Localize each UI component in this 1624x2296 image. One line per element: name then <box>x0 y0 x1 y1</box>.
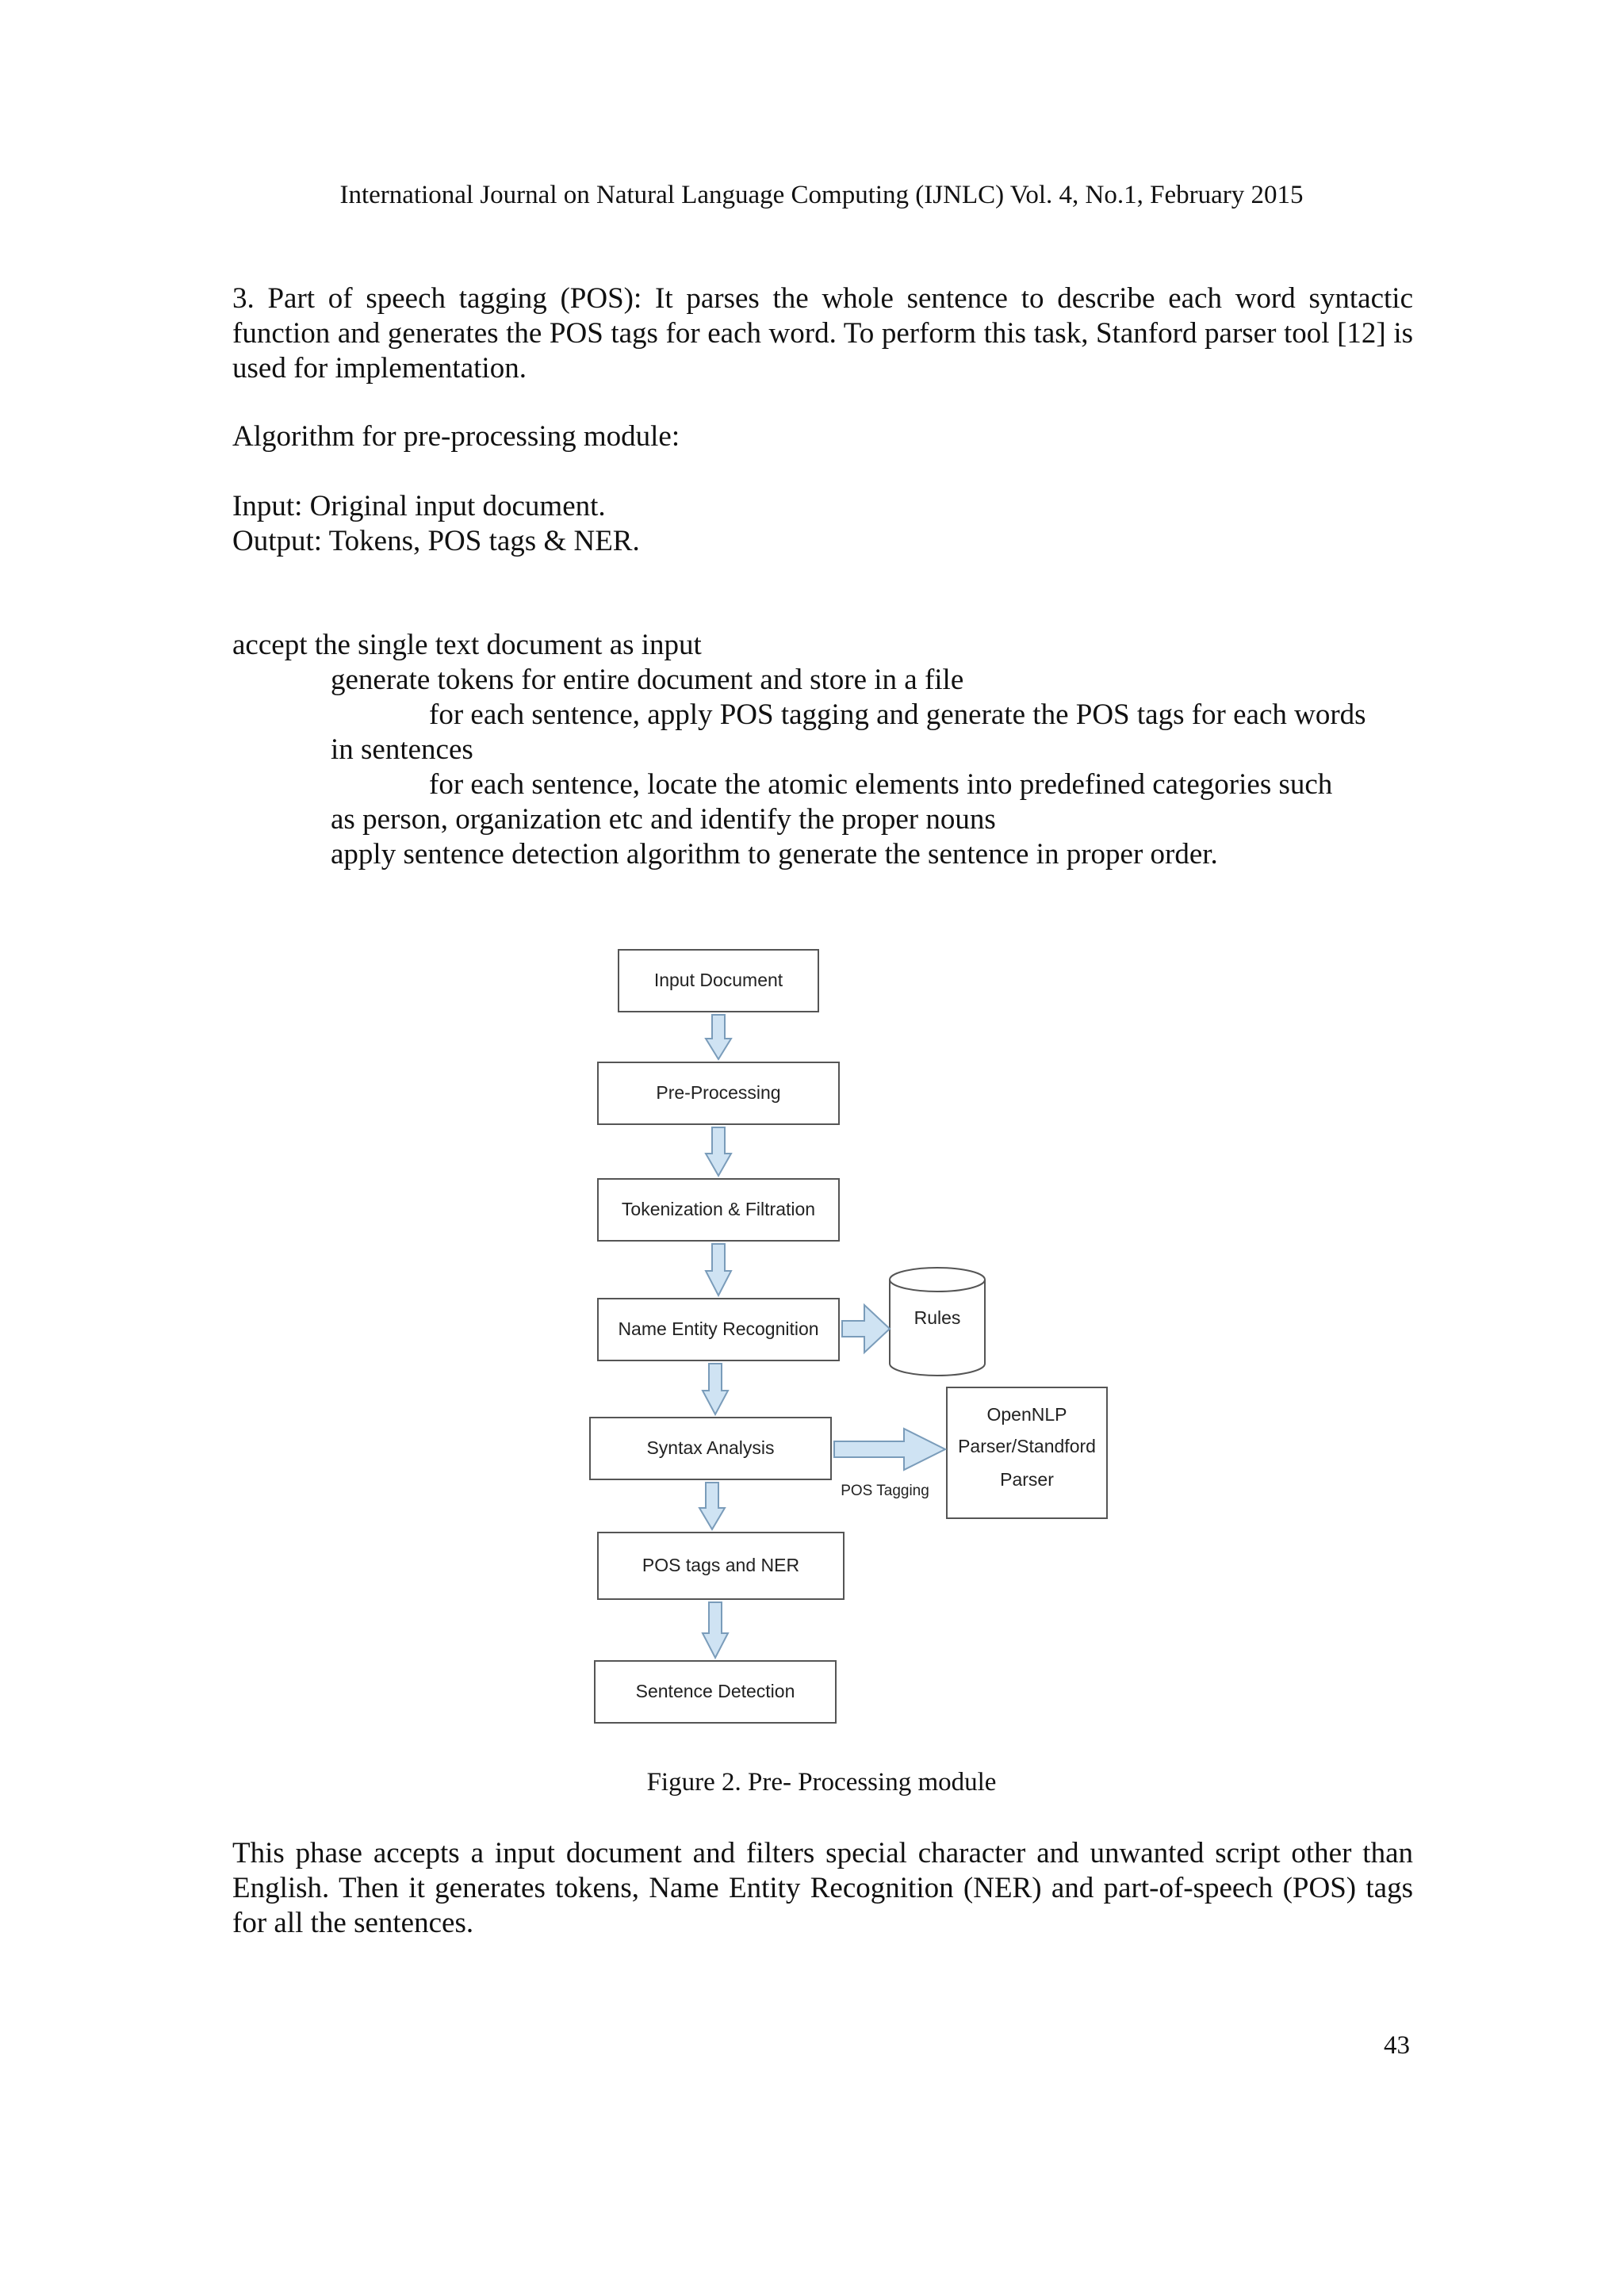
arrow-right <box>842 1305 890 1353</box>
node-label: Parser/Standford <box>958 1436 1096 1456</box>
node-label: Rules <box>914 1307 961 1328</box>
algorithm-step: as person, organization etc and identify the proper nouns <box>331 803 996 836</box>
arrow-down <box>699 1483 725 1529</box>
algorithm-step: for each sentence, apply POS tagging and generate the POS tags for each words <box>429 698 1366 731</box>
intro-paragraph: 3. Part of speech tagging (POS): It parses the whole sentence to describe each word syntactic function and generates the POS tags for each word. To perform this task, Stanford parser tool [12] is used for implementation. <box>232 282 1413 385</box>
node-label: Name Entity Recognition <box>618 1318 819 1339</box>
node-label: Tokenization & Filtration <box>621 1199 816 1219</box>
running-header: International Journal on Natural Language Computing (IJNLC) Vol. 4, No.1, February 2015 <box>339 181 1304 209</box>
algorithm-step: in sentences <box>331 733 473 766</box>
arrow-down <box>706 1244 731 1295</box>
figure-caption: Figure 2. Pre- Processing module <box>646 1768 997 1797</box>
node-label: Parser <box>1000 1469 1054 1490</box>
algorithm-output: Output: Tokens, POS tags & NER. <box>232 525 640 557</box>
algorithm-step: accept the single text document as input <box>232 629 702 661</box>
node-label: Pre-Processing <box>656 1082 781 1103</box>
node-label: POS tags and NER <box>642 1555 800 1575</box>
algorithm-step: generate tokens for entire document and store in a file <box>331 664 964 696</box>
node-label: OpenNLP <box>986 1404 1067 1425</box>
flowchart-figure <box>579 936 1134 1728</box>
page-number: 43 <box>1384 2031 1410 2060</box>
node-label: Input Document <box>653 970 783 990</box>
arrow-right <box>834 1429 945 1470</box>
node-label: Syntax Analysis <box>646 1437 775 1458</box>
arrow-down <box>706 1015 731 1059</box>
edge-label: POS Tagging <box>841 1483 929 1499</box>
arrow-down <box>703 1602 728 1658</box>
algorithm-title: Algorithm for pre-processing module: <box>232 420 680 453</box>
closing-paragraph: This phase accepts a input document and filters special character and unwanted script other than English. Then it generates tokens, Name Entity Recognition (NER) and part-of-speech (POS) tags for all the sentences. <box>232 1837 1413 1939</box>
arrow-down <box>706 1127 731 1176</box>
arrow-down <box>703 1364 728 1414</box>
node-label: Sentence Detection <box>635 1681 795 1701</box>
algorithm-step: for each sentence, locate the atomic elements into predefined categories such <box>429 768 1333 801</box>
algorithm-step: apply sentence detection algorithm to generate the sentence in proper order. <box>331 838 1218 871</box>
algorithm-input: Input: Original input document. <box>232 490 606 522</box>
